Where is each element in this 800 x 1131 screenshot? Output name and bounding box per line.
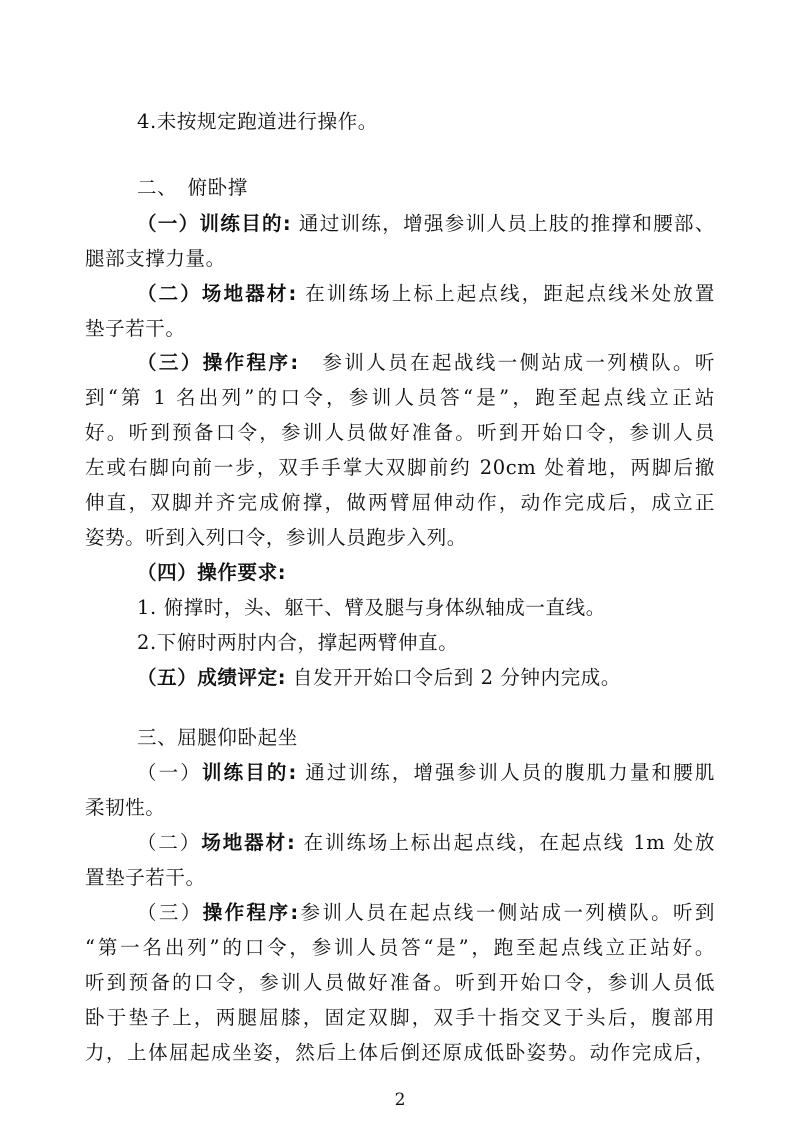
paragraph-line xyxy=(85,415,715,451)
paragraph-line xyxy=(85,485,715,521)
subheading-number: （一） xyxy=(137,761,202,784)
paragraph-line xyxy=(85,965,715,1001)
section-heading-pushup xyxy=(137,170,767,206)
paragraph-text: 伸直，双脚并齐完成俯撑，做两臂屈伸动作，动作完成后，成立正 xyxy=(85,491,715,514)
paragraph-line xyxy=(85,790,715,826)
list-item xyxy=(137,590,715,626)
paragraph-line xyxy=(85,860,715,896)
paragraph-text: 力，上体屈起成坐姿，然后上体后倒还原成低卧姿势。动作完成后， xyxy=(85,1041,715,1064)
paragraph-line xyxy=(137,276,715,312)
paragraph-line xyxy=(85,380,715,416)
paragraph-line xyxy=(137,555,715,591)
subheading: （三）操作程序: xyxy=(137,351,299,374)
list-item xyxy=(137,104,767,140)
paragraph-line xyxy=(85,450,715,486)
paragraph-line xyxy=(85,241,715,277)
paragraph-text: 到“第 1 名出列”的口令，参训人员答“是”，跑至起点线立正站 xyxy=(85,386,715,409)
paragraph-line xyxy=(137,206,715,242)
paragraph-text: 参训人员在起点线一侧站成一列横队。听到 xyxy=(298,901,715,924)
section-heading-text: 三、屈腿仰卧起坐 xyxy=(137,726,298,749)
paragraph-text: 好。听到预备口令，参训人员做好准备。听到开始口令，参训人员 xyxy=(85,421,715,444)
subheading: （五）成绩评定: xyxy=(137,666,287,689)
paragraph-text: 通过训练，增强参训人员上肢的推撑和腰部、 xyxy=(291,212,715,235)
paragraph-line xyxy=(85,311,715,347)
paragraph-text: 垫子若干。 xyxy=(85,317,186,340)
subheading: 训练目的: xyxy=(201,761,297,784)
subheading: （四）操作要求: xyxy=(137,561,287,584)
paragraph-text: 4.未按规定跑道进行操作。 xyxy=(137,110,378,133)
paragraph-line xyxy=(137,825,715,861)
paragraph-line xyxy=(85,520,715,556)
paragraph-line xyxy=(85,1035,715,1071)
paragraph-line xyxy=(137,660,715,696)
paragraph-text: 卧于垫子上，两腿屈膝，固定双脚，双手十指交叉于头后，腹部用 xyxy=(85,1006,715,1029)
subheading: 场地器材: xyxy=(201,831,296,854)
paragraph-text: “第一名出列”的口令，参训人员答“是”，跑至起点线立正站好。 xyxy=(85,936,715,959)
subheading: （二）场地器材: xyxy=(137,282,297,305)
paragraph-text: 1. 俯撑时，头、躯干、臂及腿与身体纵轴成一直线。 xyxy=(137,596,606,619)
paragraph-text: 姿势。听到入列口令，参训人员跑步入列。 xyxy=(85,526,467,549)
paragraph-text: 左或右脚向前一步，双手手掌大双脚前约 20cm 处着地，两脚后撤 xyxy=(85,456,715,479)
paragraph-text: 在训练场上标出起点线，在起点线 1m 处放 xyxy=(295,831,715,854)
page-number: 2 xyxy=(394,1090,406,1110)
section-heading-text: 二、 俯卧撑 xyxy=(137,176,248,199)
paragraph-text: 在训练场上标上起点线，距起点线米处放置 xyxy=(296,282,715,305)
paragraph-text: 2.下俯时两肘内合，撑起两臂伸直。 xyxy=(137,631,459,654)
paragraph-line xyxy=(137,895,715,931)
paragraph-text: 置垫子若干。 xyxy=(85,866,206,889)
section-heading-situp xyxy=(137,720,767,756)
paragraph-text: 柔韧性。 xyxy=(85,796,166,819)
subheading: 操作程序: xyxy=(202,901,299,924)
paragraph-line xyxy=(137,755,715,791)
paragraph-text: 腿部支撑力量。 xyxy=(85,247,226,270)
paragraph-text: 参训人员在起战线一侧站成一列横队。听 xyxy=(298,351,715,374)
paragraph-text: 自发开开始口令后到 2 分钟内完成。 xyxy=(286,666,622,689)
subheading-number: （三） xyxy=(137,901,203,924)
paragraph-text: 通过训练，增强参训人员的腹肌力量和腰肌 xyxy=(296,761,715,784)
subheading-number: （二） xyxy=(137,831,202,854)
subheading: （一）训练目的: xyxy=(137,212,292,235)
paragraph-text: 听到预备的口令，参训人员做好准备。听到开始口令，参训人员低 xyxy=(85,971,715,994)
paragraph-line xyxy=(137,345,715,381)
paragraph-line xyxy=(85,930,715,966)
paragraph-line xyxy=(85,1000,715,1036)
list-item xyxy=(137,625,715,661)
